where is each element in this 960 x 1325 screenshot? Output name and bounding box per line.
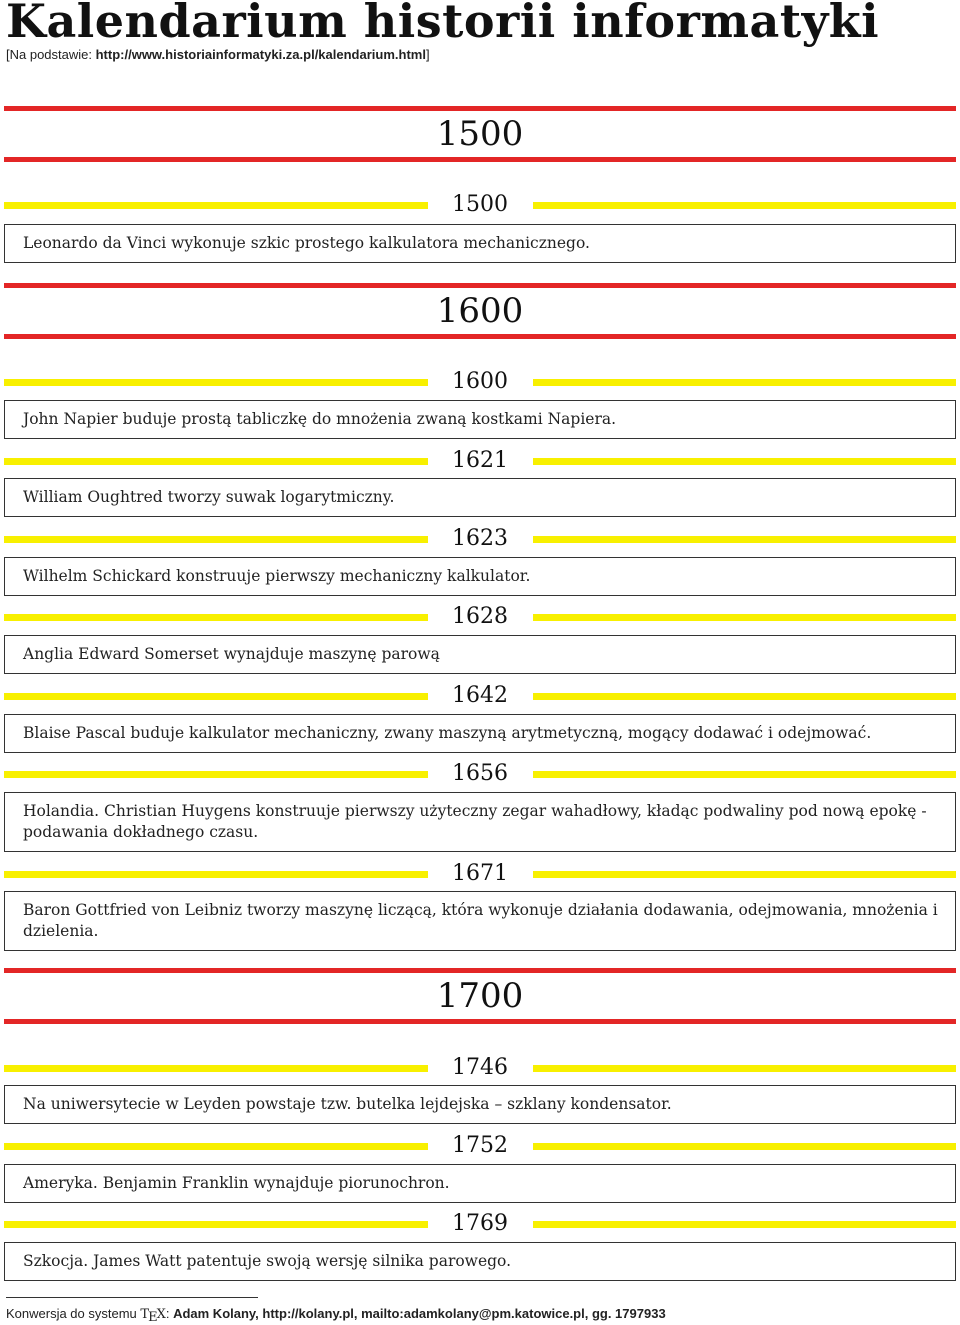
event-entry-1600: John Napier buduje prostą tabliczkę do mnożenia zwaną kostkami Napiera.	[4, 400, 956, 439]
event-entry-1500: Leonardo da Vinci wykonuje szkic prostego kalkulatora mechanicznego.	[4, 224, 956, 263]
footer-separator: :	[165, 1306, 174, 1321]
event-entry-1623: Wilhelm Schickard konstruuje pierwszy mechaniczny kalkulator.	[4, 557, 956, 596]
year-bar-right	[533, 202, 956, 209]
century-label: 1600	[436, 291, 524, 331]
year-header-1500	[4, 193, 956, 217]
year-label: 1500	[452, 192, 508, 217]
event-entry-1671: Baron Gottfried von Leibniz tworzy maszynę liczącą, która wykonuje działania dodawania, odejmowania, mnożenia i dzielenia.	[4, 891, 956, 951]
century-rule-bottom	[4, 157, 956, 162]
year-label: 1642	[452, 683, 508, 708]
year-label: 1623	[452, 526, 508, 551]
century-label: 1700	[436, 976, 524, 1016]
year-bar-right	[533, 771, 956, 778]
event-entry-1621: William Oughtred tworzy suwak logarytmiczny.	[4, 478, 956, 517]
year-bar-right	[533, 379, 956, 386]
source-prefix: [Na podstawie:	[6, 47, 96, 62]
tex-letter-x: X	[156, 1307, 166, 1322]
tex-letter-t: T	[140, 1307, 150, 1322]
page-title: Kalendarium historii informatyki	[6, 0, 880, 48]
year-header-1769	[4, 1212, 956, 1236]
century-header-1500	[4, 106, 956, 162]
century-rule-top	[4, 968, 956, 973]
year-bar-right	[533, 614, 956, 621]
year-bar-right	[533, 693, 956, 700]
year-header-1600	[4, 370, 956, 394]
year-bar-right	[533, 458, 956, 465]
year-label: 1656	[452, 761, 508, 786]
century-rule-bottom	[4, 334, 956, 339]
century-rule-top	[4, 283, 956, 288]
year-label: 1600	[452, 369, 508, 394]
footer-author[interactable]: Adam Kolany, http://kolany.pl, mailto:adamkolany@pm.katowice.pl, gg. 1797933	[173, 1306, 666, 1321]
year-label: 1746	[452, 1055, 508, 1080]
year-label: 1628	[452, 604, 508, 629]
footnote-rule	[6, 1297, 258, 1298]
year-bar-right	[533, 871, 956, 878]
source-suffix: ]	[425, 47, 430, 62]
year-label: 1752	[452, 1133, 508, 1158]
year-header-1628	[4, 605, 956, 629]
event-entry-1642: Blaise Pascal buduje kalkulator mechaniczny, zwany maszyną arytmetyczną, mogący dodawać i odejmować.	[4, 714, 956, 753]
tex-logo	[140, 1307, 166, 1325]
event-entry-1628: Anglia Edward Somerset wynajduje maszynę parową	[4, 635, 956, 674]
year-header-1671	[4, 862, 956, 886]
year-label: 1621	[452, 448, 508, 473]
year-header-1746	[4, 1056, 956, 1080]
source-url[interactable]: http://www.historiainformatyki.za.pl/kalendarium.html	[95, 47, 426, 62]
event-entry-1656: Holandia. Christian Huygens konstruuje pierwszy użyteczny zegar wahadłowy, kładąc podwaliny pod nową epokę - podawania dokładnego czasu.	[4, 792, 956, 852]
source-note	[6, 47, 430, 62]
year-bar-right	[533, 536, 956, 543]
year-bar-right	[533, 1143, 956, 1150]
year-header-1642	[4, 684, 956, 708]
century-label: 1500	[436, 114, 524, 154]
footer-credit	[6, 1306, 666, 1325]
event-entry-1769: Szkocja. James Watt patentuje swoją wersję silnika parowego.	[4, 1242, 956, 1281]
year-label: 1769	[452, 1211, 508, 1236]
year-bar-right	[533, 1065, 956, 1072]
century-header-1600	[4, 283, 956, 339]
century-rule-bottom	[4, 1019, 956, 1024]
tex-letter-e: E	[148, 1310, 158, 1325]
century-rule-top	[4, 106, 956, 111]
year-header-1752	[4, 1134, 956, 1158]
year-header-1621	[4, 449, 956, 473]
year-header-1623	[4, 527, 956, 551]
century-header-1700	[4, 968, 956, 1024]
event-entry-1752: Ameryka. Benjamin Franklin wynajduje piorunochron.	[4, 1164, 956, 1203]
year-label: 1671	[452, 861, 508, 886]
footer-prefix: Konwersja do systemu	[6, 1306, 141, 1321]
year-bar-right	[533, 1221, 956, 1228]
event-entry-1746: Na uniwersytecie w Leyden powstaje tzw. butelka lejdejska – szklany kondensator.	[4, 1085, 956, 1124]
year-header-1656	[4, 762, 956, 786]
